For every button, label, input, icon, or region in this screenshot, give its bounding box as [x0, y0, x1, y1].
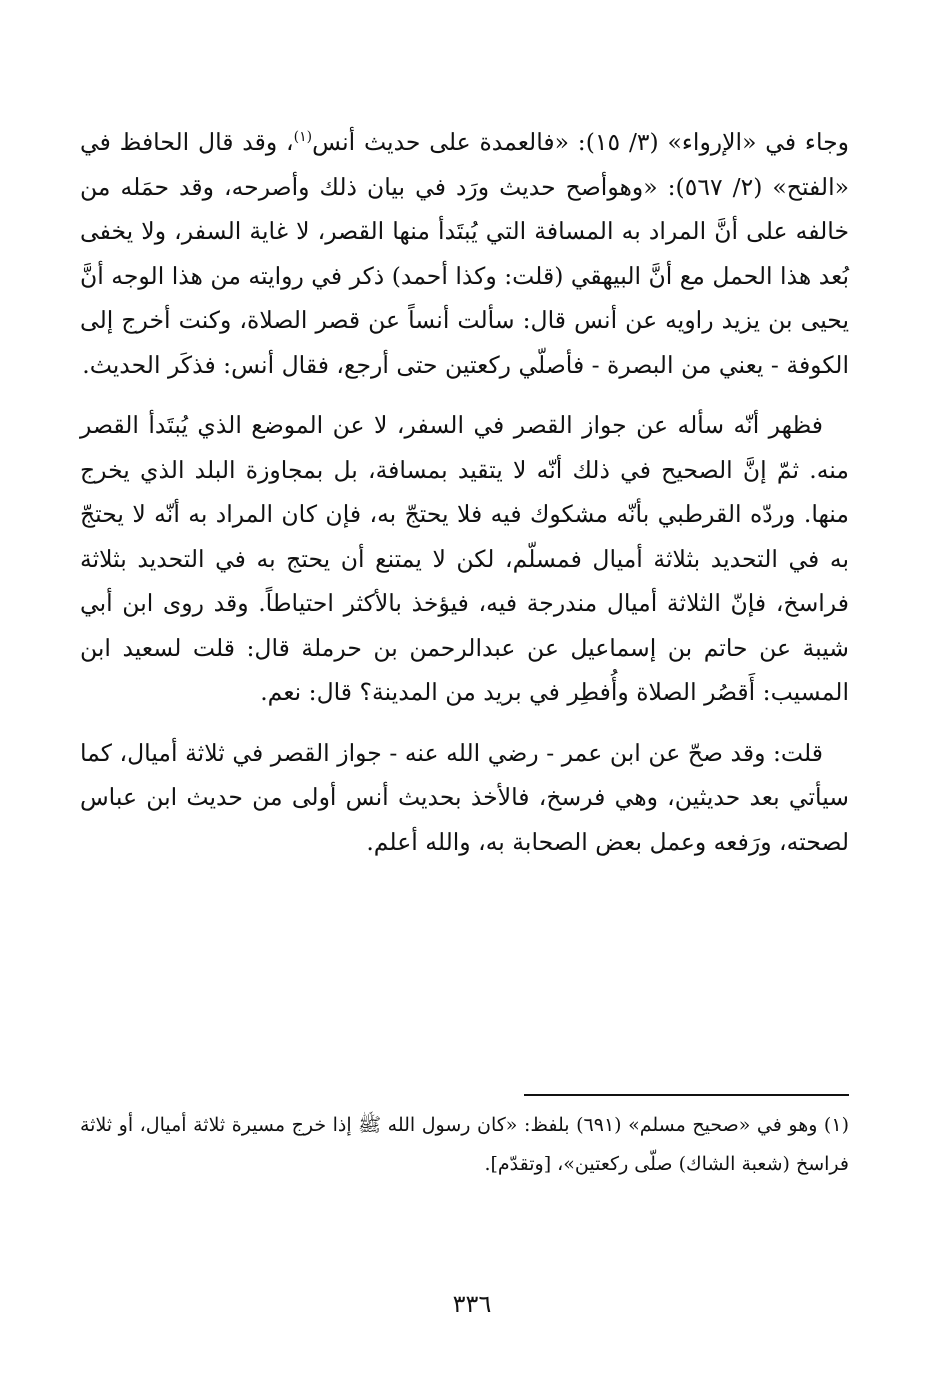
footnotes: [80, 1106, 849, 1184]
paragraph-2: فظهر أنّه سأله عن جواز القصر في السفر، لا عن الموضع الذي يُبتَدأ القصر منه. ثمّ إنَّ الصحيح في ذلك أنّه لا يتقيد بمسافة، بل بمجاوزة البلد الذي يخرج منها. وردّه القرطبي بأنّه مشكوك فيه فلا يحتجّ به، فإن كان المراد به أنّه لا يحتجّ به في التحديد بثلاثة أميال فمسلّم، لكن لا يمتنع أن يحتج به في التحديد بثلاثة فراسخ، فإنّ الثلاثة أميال مندرجة فيه، فيؤخذ بالأكثر احتياطاً. وقد روى ابن أبي شيبة عن حاتم بن إسماعيل عن عبدالرحمن بن حرملة قال: قلت لسعيد ابن المسيب: أَقصُر الصلاة وأُفطِر في بريد من المدينة؟ قال: نعم.: [80, 411, 849, 706]
footnote-1: (١) وهو في «صحيح مسلم» (٦٩١) بلفظ: «كان رسول الله ﷺ إذا خرج مسيرة ثلاثة أميال، أو ثلاثة فراسخ (شعبة الشاك) صلّى ركعتين»، [وتقدّم].: [80, 1114, 849, 1175]
paragraph-1-rest: ، وقد قال الحافظ في «الفتح» (٢/ ٥٦٧): «وهوأصح حديث ورَد في بيان ذلك وأصرحه، وقد حمَله من خالفه على أنَّ المراد به المسافة التي يُبتَدأ منها القصر، لا غاية السفر، ولا يخفى بُعد هذا الحمل مع أنَّ البيهقي (قلت: وكذا أحمد) ذكر في روايته من هذا الوجه أنَّ يحيى بن يزيد راويه عن أنس قال: سألت أنساً عن قصر الصلاة، وكنت أخرج إلى الكوفة - يعني من البصرة - فأصلّي ركعتين حتى أرجع، فقال أنس: فذكَر الحديث.: [80, 128, 850, 379]
footnote-reference: (١): [293, 129, 313, 146]
main-text: [80, 120, 849, 864]
page-number: ٣٣٦: [452, 1290, 492, 1318]
paragraph-1: [80, 120, 849, 387]
paragraph-1-start: وجاء في «الإرواء» (٣/ ١٥): «فالعمدة على حديث أنس: [312, 128, 849, 156]
footnote-separator: [524, 1094, 849, 1096]
paragraph-3: قلت: وقد صحّ عن ابن عمر - رضي الله عنه - جواز القصر في ثلاثة أميال، كما سيأتي بعد حديثين، وهي فرسخ، فالأخذ بحديث أنس أولى من حديث ابن عباس لصحته، ورَفعه وعمل بعض الصحابة به، والله أعلم.: [80, 738, 849, 856]
